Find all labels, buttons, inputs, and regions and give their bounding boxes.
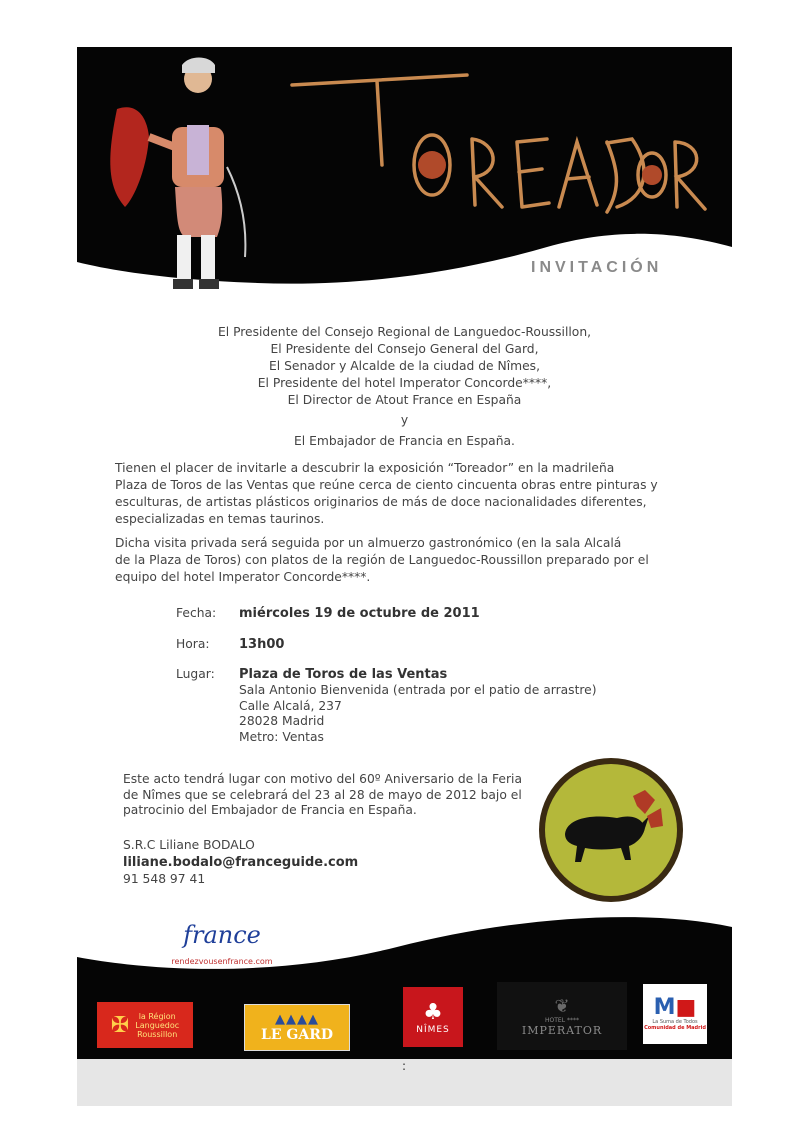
region-languedoc-logo[interactable]: [97, 1002, 193, 1048]
address-line: Metro: Ventas: [239, 729, 324, 744]
address-line: 28028 Madrid: [239, 714, 325, 728]
nimes-logo[interactable]: [403, 987, 463, 1047]
host-line: El Presidente del Consejo General del Gard,: [270, 342, 539, 356]
place-label: Lugar:: [176, 667, 215, 681]
paragraph-line: esculturas, de artistas plásticos originarios de más de doce nacionalidades diferentes,: [115, 495, 647, 509]
paragraph-line: de la Plaza de Toros) con platos de la región de Languedoc-Roussillon preparado por el: [115, 553, 649, 567]
region-line: Languedoc: [135, 1020, 180, 1030]
contact-name: S.R.C Liliane BODALO: [123, 838, 255, 852]
exhibition-title: [291, 63, 297, 64]
paragraph-line: Plaza de Toros de las Ventas que reúne cerca de ciento cincuenta obras entre pinturas y: [115, 478, 658, 492]
france-url: rendezvousenfrance.com: [171, 956, 273, 966]
address-line: Calle Alcalá, 237: [239, 698, 342, 713]
address-line: Sala Antonio Bienvenida (entrada por el patio de arrastre): [239, 683, 597, 697]
footer-logos: [77, 907, 732, 1059]
comunidad-madrid-logo[interactable]: [643, 984, 707, 1044]
madrid-label: Comunidad de Madrid: [644, 1025, 706, 1031]
france-wordmark: france: [183, 920, 261, 949]
hotel-imperator-logo[interactable]: [497, 982, 627, 1050]
lunch-paragraph: [115, 535, 695, 586]
invitation-heading: INVITACIÓN: [531, 259, 663, 276]
occitan-cross-icon: ✠: [110, 1012, 130, 1038]
region-line: Roussillon: [137, 1029, 178, 1039]
paragraph-line: Dicha visita privada será seguida por un almuerzo gastronómico (en la sala Alcalá: [115, 536, 622, 550]
host-line: El Presidente del hotel Imperator Concorde****,: [257, 376, 552, 390]
contact-email-link[interactable]: liliane.bodalo@franceguide.com: [123, 855, 359, 870]
paragraph-line: patrocinio del Embajador de Francia en España.: [123, 803, 417, 817]
time-label: Hora:: [176, 637, 210, 651]
paragraph-line: Tienen el placer de invitarle a descubrir la exposición “Toreador” en la madrileña: [115, 461, 615, 475]
time-value: 13h00: [239, 637, 285, 652]
hosts-list: [77, 324, 732, 409]
host-line: El Presidente del Consejo Regional de Languedoc-Roussillon,: [217, 325, 592, 339]
date-value: miércoles 19 de octubre de 2011: [239, 606, 480, 621]
host-line: El Director de Atout France en España: [287, 393, 522, 407]
paragraph-line: especializadas en temas taurinos.: [115, 512, 325, 526]
palm-crocodile-icon: ♣: [423, 999, 443, 1025]
invitation-page: [77, 47, 732, 1106]
ambassador-line: El Embajador de Francia en España.: [294, 434, 515, 448]
date-label: Fecha:: [176, 606, 217, 620]
paragraph-line: equipo del hotel Imperator Concorde****.: [115, 570, 371, 584]
madrid-m-icon: M■: [653, 995, 697, 1020]
place-value: Plaza de Toros de las Ventas: [239, 667, 448, 682]
gard-figures-icon: ▲▲▲▲: [275, 1012, 319, 1027]
paragraph-line: Este acto tendrá lugar con motivo del 60º Aniversario de la Feria: [123, 772, 522, 786]
place-address: [239, 683, 597, 745]
france-logo[interactable]: [167, 907, 277, 979]
gard-label: LE GARD: [261, 1027, 333, 1043]
contact-block: [123, 837, 703, 888]
contact-phone: 91 548 97 41: [123, 872, 206, 886]
footer-colon: :: [402, 1059, 407, 1073]
region-line: la Région: [138, 1011, 176, 1021]
header-banner: [77, 47, 732, 307]
conjunction: y: [400, 413, 409, 427]
occasion-paragraph: [123, 772, 553, 819]
imperator-eagle-icon: ❦: [554, 995, 570, 1017]
paragraph-line: de Nîmes que se celebrará del 23 al 28 de mayo de 2012 bajo el: [123, 787, 522, 802]
nimes-label: NÎMES: [416, 1024, 450, 1035]
madrid-tagline: La Suma de Todos: [652, 1019, 698, 1025]
imperator-label: IMPERATOR: [521, 1023, 603, 1037]
host-line: El Senador y Alcalde de la ciudad de Nîmes,: [268, 359, 541, 373]
invitation-paragraph: [115, 460, 695, 528]
le-gard-logo[interactable]: [244, 1004, 350, 1051]
imperator-subtitle: HOTEL ****: [545, 1016, 579, 1024]
